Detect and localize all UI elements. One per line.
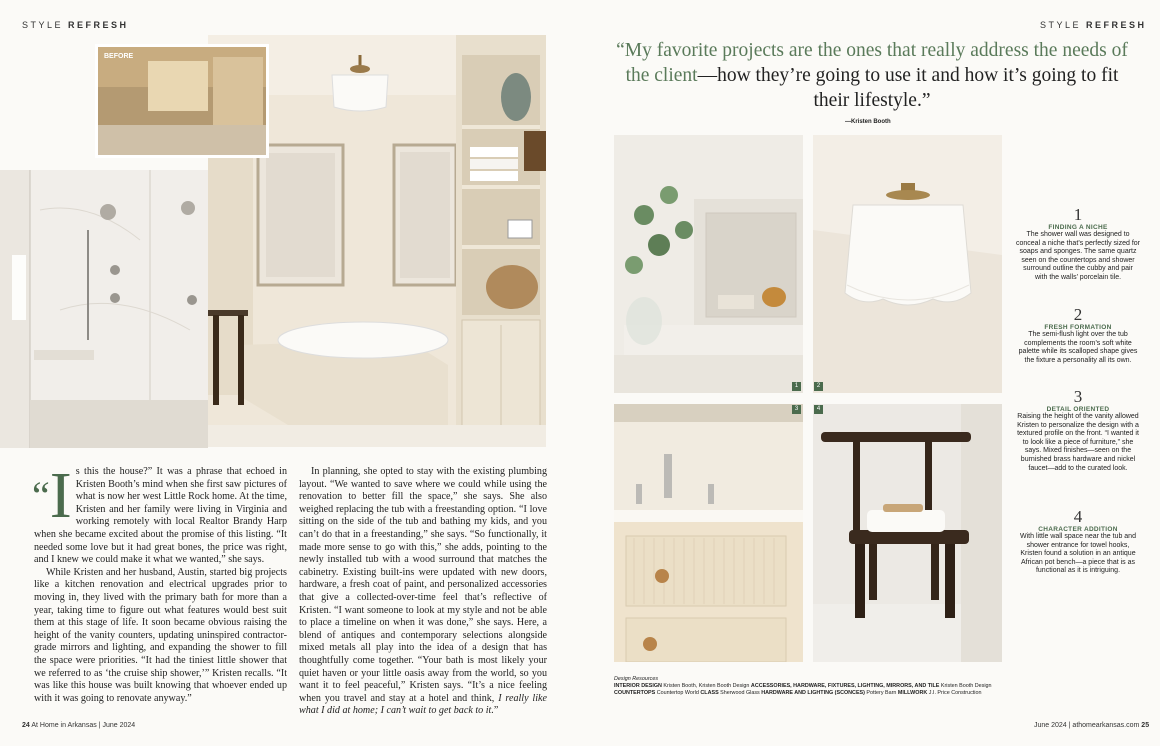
sidebar-body: With little wall space near the tub and shower entrance for towel hooks, Kristen found a solution in an antique African pot bench—a piece that is as functional as it is intriguing. xyxy=(1020,533,1136,575)
article-paragraph: In planning, she opted to stay with the existing plumbing layout. “We wanted to save where we could while using the renovation to better fill the space,” she says. She also weighed replacing the tub with a freestanding option. “I love sitting on the side of the tub and bathing my kids, and you can’t do that in a freestanding,” she says. “So functionally, it made more sense to go with this,” she adds, pointing to the newly installed tub with a wood surround that matches the cabinetry. Existing built-ins were updated with new doors, hardware, a fresh coat of paint, and personalized accessories that give a collected-over-time feel that’s reflective of Kristen. “I want someone to look at my style and not be able to place a timeline on when it was done,” she says. Here, a blend of antiques and contemporary selections alongside mixed metals all play into the idea of a design that has thoughtfully come together. “Your bath is most likely your quiet haven or your little oasis away from the world, so you want it to feel peaceful,” Kristen says. “It’s a nice feeling when you travel and stay at a hotel and think, I really like what I did at home; I can’t wait to get back to it.” xyxy=(299,466,548,717)
folio-left: 24 At Home in Arkansas | June 2024 xyxy=(22,722,136,729)
sidebar-heading: FRESH FORMATION xyxy=(1044,324,1112,331)
pull-quote: “My favorite projects are the ones that really address the needs of the client—how they’re going to use it and how it’s going to fit their lifestyle.” xyxy=(616,40,1128,111)
resources-line-1: INTERIOR DESIGN Kristen Booth, Kristen Booth Design ACCESSORIES, HARDWARE, FIXTURES, LIGHTING, MIRRORS, AND TILE Kristen Booth Design xyxy=(614,683,992,689)
sidebar-body: The semi-flush light over the tub complements the room’s soft white palette while its scalloped shape gives the fixture a personality all its own. xyxy=(1018,331,1138,364)
folio-right: June 2024 | athomearkansas.com 25 xyxy=(1034,722,1150,729)
photo-badge-2: 2 xyxy=(814,382,823,391)
resources-line-2: COUNTERTOPS Countertop World CLASS Sherwood Glass HARDWARE AND LIGHTING (SCONCES) Pottery Barn MILLWORK J.I. Price Construction xyxy=(614,690,982,696)
article-column-1 xyxy=(32,459,287,705)
pot-bench-photo xyxy=(813,404,1002,662)
article-column-2 xyxy=(299,466,547,718)
vanity-photo xyxy=(614,404,803,662)
sidebar-heading: CHARACTER ADDITION xyxy=(1038,526,1118,533)
photo-badge-4: 4 xyxy=(814,405,823,414)
sidebar-item-1 xyxy=(1016,206,1140,283)
quote-attribution: —Kristen Booth xyxy=(845,119,891,125)
sidebar-heading: DETAIL ORIENTED xyxy=(1046,406,1110,413)
photo-badge-3: 3 xyxy=(792,405,801,414)
photo-badge-1: 1 xyxy=(792,382,801,391)
sidebar-number: 2 xyxy=(1073,305,1083,324)
sidebar-body: Raising the height of the vanity allowed Kristen to personalize the design with a textured profile on the front. “I wanted it to look like a piece of furniture,” she says. Mixed finishes—seen on the burnished brass hardware and nickel faucet—add to the curated look. xyxy=(1017,413,1139,472)
pendant-light-photo xyxy=(813,135,1002,393)
running-head-right: STYLE REFRESH xyxy=(1040,20,1147,30)
drop-cap: “I xyxy=(32,459,72,532)
design-resources xyxy=(614,676,1134,697)
sidebar-item-4 xyxy=(1016,508,1140,576)
sidebar-number: 3 xyxy=(1073,387,1083,406)
running-head-left: STYLE REFRESH xyxy=(22,20,129,30)
niche-photo xyxy=(614,135,803,393)
sidebar-item-3 xyxy=(1016,388,1140,473)
sidebar-number: 4 xyxy=(1073,507,1083,526)
sidebar-item-2 xyxy=(1016,306,1140,365)
before-label: BEFORE xyxy=(104,53,134,60)
resources-title: Design Resources xyxy=(614,676,659,682)
before-photo xyxy=(95,44,269,158)
article-paragraph: s this the house?” It was a phrase that echoed in Kristen Booth’s mind when she first saw pictures of what is now her west Little Rock home. At the time, Kristen and her family were living in Virginia and working remotely with local Realtor Brandy Harp when she became excited about the promise of this listing. “It needed some love but it had great bones, the price was right, and I knew we could make it what we wanted,” she says. xyxy=(34,466,287,566)
sidebar-body: The shower wall was designed to conceal a niche that’s perfectly sized for soaps and sponges. The same quartz seen on the countertops and shower surround outline the cubby and pair with the walls’ porcelain tile. xyxy=(1016,231,1140,281)
article-paragraph: While Kristen and her husband, Austin, started big projects like a kitchen renovation and electrical upgrades prior to moving in, they lived with the primary bath for more than a year, taking time to figure out what features would best suit them at this stage of life. It soon became obvious raising the height of the vanity counters, updating uninspired contractor-grade mirrors and lighting, and expanding the shower to fill the space were priorities. “It had the tiniest little shower that we referred to as ‘the cruise ship shower,’” Kristen recalls. “It was like this house was built knowing that whoever ended up with it was going to renovate anyway.” xyxy=(34,566,287,704)
shower-photo xyxy=(0,170,208,448)
sidebar-heading: FINDING A NICHE xyxy=(1048,224,1108,231)
sidebar-number: 1 xyxy=(1073,205,1083,224)
